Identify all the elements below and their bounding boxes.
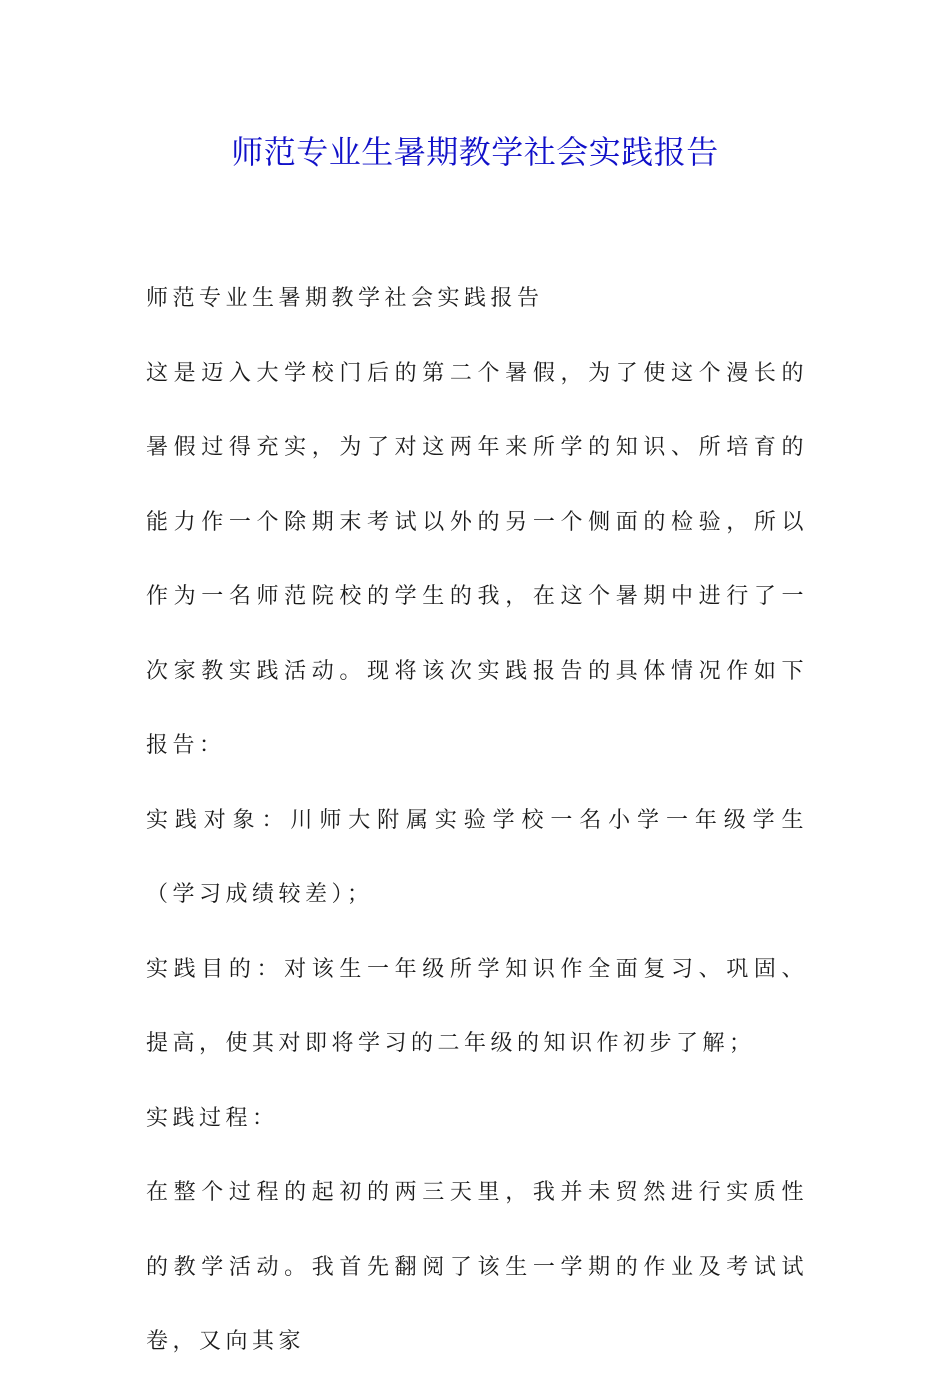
document-title: 师范专业生暑期教学社会实践报告 (231, 133, 719, 171)
paragraph-practice-object: 实践对象：川师大附属实验学校一名小学一年级学生（学习成绩较差）； (146, 807, 808, 907)
paragraph-practice-process-heading: 实践过程： (146, 1105, 279, 1131)
paragraph-intro: 这是迈入大学校门后的第二个暑假，为了使这个漫长的暑假过得充实，为了对这两年来所学的知识、所培育的能力作一个除期末考试以外的另一个侧面的检验，所以作为一名师范院校的学生的我，在这个暑期中进行了一次家教实践活动。现将该次实践报告的具体情况作如下报告： (146, 360, 808, 758)
document-body (146, 262, 808, 1380)
paragraph-subtitle: 师范专业生暑期教学社会实践报告 (146, 286, 544, 311)
paragraph-practice-process: 在整个过程的起初的两三天里，我并未贸然进行实质性的教学活动。我首先翻阅了该生一学期的作业及考试试卷，又向其家 (146, 1180, 808, 1354)
paragraph-practice-goal: 实践目的：对该生一年级所学知识作全面复习、巩固、提高，使其对即将学习的二年级的知识作初步了解； (146, 956, 808, 1056)
